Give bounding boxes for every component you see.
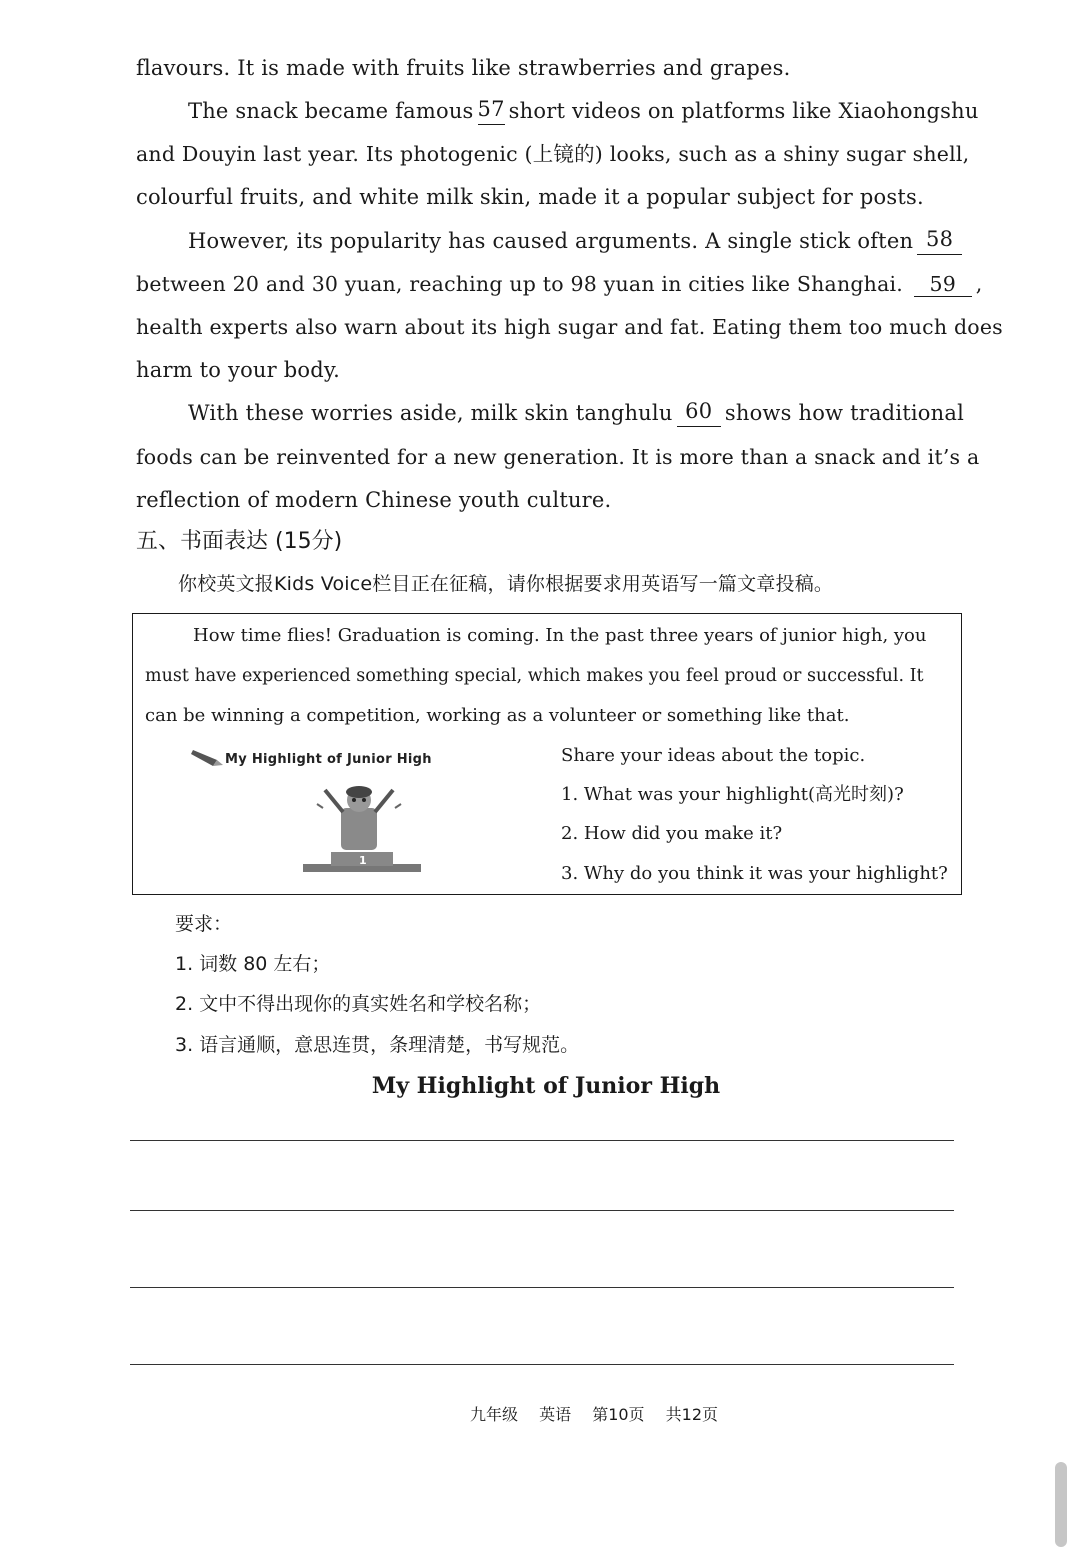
- question-item: 1. What was your highlight(高光时刻)?: [561, 784, 904, 805]
- prompt-line: must have experienced something special, which makes you feel proud or successful. It: [145, 666, 924, 686]
- share-intro: Share your ideas about the topic.: [561, 745, 866, 766]
- image-title: My Highlight of Junior High: [225, 752, 432, 767]
- requirement-item: 3. 语言通顺，意思连贯，条理清楚，书写规范。: [175, 1034, 580, 1056]
- prompt-line: can be winning a competition, working as a volunteer or something like that.: [145, 705, 850, 726]
- writing-line: [130, 1140, 954, 1141]
- winner-podium-illustration: [303, 784, 423, 879]
- blank-60: 60: [677, 399, 721, 427]
- scrollbar-thumb[interactable]: [1055, 1462, 1067, 1547]
- passage-line: between 20 and 30 yuan, reaching up to 98 yuan in cities like Shanghai. 59 ,: [136, 272, 983, 296]
- blank-59: 59: [914, 272, 972, 297]
- footer-total: 共12页: [665, 1405, 719, 1424]
- prompt-box: [132, 613, 962, 895]
- passage-line: health experts also warn about its high sugar and fat. Eating them too much does: [136, 315, 1003, 339]
- passage-line: The snack became famous 57 short videos on platforms like Xiaohongshu: [188, 97, 979, 123]
- requirement-item: 1. 词数 80 左右；: [175, 953, 331, 975]
- passage-line: foods can be reinvented for a new generation. It is more than a snack and it’s a: [136, 445, 980, 469]
- podium-number: 1: [359, 854, 367, 867]
- question-item: 3. Why do you think it was your highlight?: [561, 863, 948, 884]
- requirements-label: 要求：: [175, 913, 233, 935]
- pencil-icon: [191, 746, 223, 768]
- passage-line: flavours. It is made with fruits like strawberries and grapes.: [136, 56, 791, 80]
- question-item: 2. How did you make it?: [561, 823, 783, 844]
- passage-line: harm to your body.: [136, 358, 341, 382]
- section-instruction: 你校英文报Kids Voice栏目正在征稿，请你根据要求用英语写一篇文章投稿。: [178, 573, 834, 595]
- passage-line: However, its popularity has caused arguments. A single stick often 58: [188, 227, 966, 255]
- passage-line: reflection of modern Chinese youth culture.: [136, 488, 612, 512]
- passage-line: With these worries aside, milk skin tanghulu 60 shows how traditional: [188, 399, 964, 425]
- writing-line: [130, 1364, 954, 1365]
- requirement-item: 2. 文中不得出现你的真实姓名和学校名称；: [175, 993, 542, 1015]
- passage-line: and Douyin last year. Its photogenic (上镜的) looks, such as a shiny sugar shell,: [136, 142, 970, 166]
- prompt-line: How time flies! Graduation is coming. In the past three years of junior high, you: [193, 625, 927, 646]
- passage-line: colourful fruits, and white milk skin, made it a popular subject for posts.: [136, 185, 924, 209]
- footer-grade: 九年级: [469, 1405, 518, 1424]
- essay-title: My Highlight of Junior High: [371, 1073, 721, 1099]
- footer-page: 第10页: [592, 1405, 645, 1424]
- footer-subject: 英语: [539, 1405, 572, 1424]
- page-footer: [0, 1402, 1080, 1425]
- blank-57: 57: [478, 97, 505, 125]
- section-title: 五、书面表达 (15分): [136, 529, 343, 554]
- writing-line: [130, 1210, 954, 1211]
- blank-58: 58: [917, 227, 962, 255]
- writing-line: [130, 1287, 954, 1288]
